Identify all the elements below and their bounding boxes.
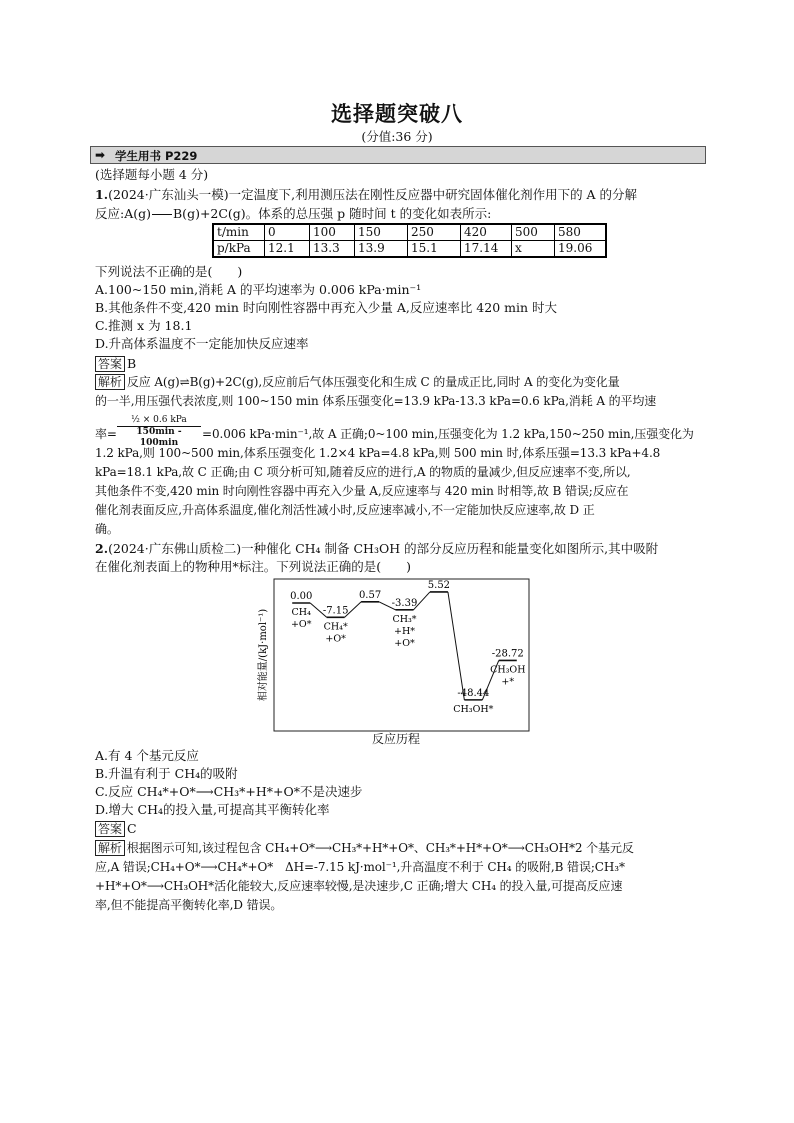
q2-answer-value: C [127, 821, 137, 836]
species-label: CH₃* [392, 613, 417, 625]
q2-option-a: A.有 4 个基元反应 [95, 748, 199, 763]
q1-analysis-line5: kPa=18.1 kPa,故 C 正确;由 C 项分析可知,随着反应的进行,A 的物质的量减少,但反应速率不变,所以, [95, 465, 631, 479]
q2-option-d: D.增大 CH₄的投入量,可提高其平衡转化率 [95, 802, 330, 817]
energy-value-label: -7.15 [322, 605, 349, 617]
page-title: 选择题突破八 [331, 102, 463, 126]
q1-analysis-line2: 的一半,用压强代表浓度,则 100~150 min 体系压强变化=13.9 kPa-13.3 kPa=0.6 kPa,消耗 A 的平均速 [95, 394, 657, 408]
rate-fraction [117, 415, 201, 449]
species-label: CH₄* [323, 621, 348, 633]
q2-option-b: B.升温有利于 CH₄的吸附 [95, 766, 238, 781]
q1-analysis-line4: 1.2 kPa,则 100~500 min,体系压强变化 1.2×4 kPa=4.8 kPa,则 500 min 时,体系压强=13.3 kPa+4.8 [95, 446, 661, 460]
answer-tag: 答案 [95, 821, 125, 837]
q2-option-c: C.反应 CH₄*+O*⟶CH₃*+H*+O*不是决速步 [95, 784, 363, 799]
q1-option-b: B.其他条件不变,420 min 时向刚性容器中再充入少量 A,反应速率比 420 min 时大 [95, 300, 557, 315]
section-note: (选择题每小题 4 分) [95, 167, 209, 182]
y-axis-label: 相对能量/(kJ·mol⁻¹) [258, 608, 269, 702]
table-cell: 19.06 [555, 241, 607, 258]
species-label: +* [501, 676, 515, 688]
energy-connector [448, 592, 464, 700]
q1-analysis-line7: 催化剂表面反应,升高体系温度,催化剂活性减小时,反应速率减小,不一定能加快反应速率,故 D 正 [95, 503, 595, 517]
species-label: +O* [394, 637, 415, 649]
chart-caption: 反应历程 [371, 732, 420, 746]
q2-analysis-line4: 率,但不能提高平衡转化率,D 错误。 [95, 898, 283, 912]
energy-value-label: -3.39 [391, 597, 418, 609]
species-label: +H* [394, 625, 415, 637]
q1-stem-text-2: 反应:A(g) [95, 206, 151, 221]
species-label: CH₃OH* [453, 703, 494, 715]
q1-analysis-line1 [95, 374, 620, 391]
q2-stem-line2: 在催化剂表面上的物种用*标注。下列说法正确的是( ) [95, 559, 412, 574]
pressure-table [212, 223, 607, 258]
q1-analysis-line6: 其他条件不变,420 min 时向刚性容器中再充入少量 A,反应速率与 420 min 时相等,故 B 错误;反应在 [95, 484, 629, 498]
q1-option-d: D.升高体系温度不一定能加快反应速率 [95, 336, 309, 351]
table-row [213, 224, 606, 241]
q1-stem-line2 [95, 205, 491, 222]
analysis-tag: 解析 [95, 374, 125, 390]
q1-option-a: A.100~150 min,消耗 A 的平均速率为 0.006 kPa·min⁻¹ [95, 282, 422, 297]
q1-analysis-line8: 确。 [95, 522, 119, 536]
table-header-cell: t/min [213, 224, 265, 241]
equilibrium-arrow-icon [152, 214, 172, 215]
q2-stem-text-1: (2024·广东佛山质检二)一种催化 CH₄ 制备 CH₃OH 的部分反应历程和能量变化如图所示,其中吸附 [108, 541, 659, 556]
q1-stem-text-3: B(g)+2C(g)。体系的总压强 p 随时间 t 的变化如表所示: [173, 206, 492, 221]
q2-number: 2. [95, 541, 109, 556]
species-label: +O* [325, 633, 346, 645]
q2-analysis-line1 [95, 840, 634, 857]
species-label: CH₃OH [490, 664, 526, 676]
section-bar [90, 146, 706, 164]
fraction-numerator: ½ × 0.6 kPa [117, 415, 201, 427]
table-cell: 0 [265, 224, 310, 241]
table-cell: 12.1 [265, 241, 310, 258]
table-cell: 13.3 [310, 241, 355, 258]
q1-stem-text-1: (2024·广东汕头一模)一定温度下,利用测压法在刚性反应器中研究固体催化剂作用下的 A 的分解 [108, 187, 638, 202]
q1-prompt: 下列说法不正确的是( ) [95, 264, 243, 279]
energy-value-label: 0.57 [358, 589, 382, 601]
answer-tag: 答案 [95, 356, 125, 372]
table-cell: 15.1 [408, 241, 461, 258]
species-label: CH₄ [291, 607, 311, 618]
energy-value-label: -48.44 [457, 687, 490, 699]
q2-stem-line1 [95, 540, 658, 557]
energy-value-label: 5.52 [427, 579, 451, 591]
arrow-icon: ➡ [95, 148, 106, 162]
table-cell: 150 [355, 224, 408, 241]
table-cell: 100 [310, 224, 355, 241]
table-cell: 500 [512, 224, 555, 241]
page-subtitle: (分值:36 分) [361, 129, 433, 144]
q1-option-c: C.推测 x 为 18.1 [95, 318, 193, 333]
q1-analysis-line3b: =0.006 kPa·min⁻¹,故 A 正确;0~100 min,压强变化为 1.2 kPa,150~250 min,压强变化为 [202, 427, 694, 441]
energy-profile-chart [256, 575, 536, 747]
table-cell: 250 [408, 224, 461, 241]
q2-analysis-text: 根据图示可知,该过程包含 CH₄+O*⟶CH₃*+H*+O*、CH₃*+H*+O*⟶CH₃OH*2 个基元反 [126, 841, 634, 855]
species-label: +O* [290, 619, 312, 630]
q1-number: 1. [95, 187, 109, 202]
q2-analysis-line3: +H*+O*⟶CH₃OH*活化能较大,反应速率较慢,是决速步,C 正确;增大 CH₄ 的投入量,可提高反应速 [95, 879, 623, 893]
q1-analysis-line3a: 率= [95, 427, 117, 441]
q2-analysis-line2: 应,A 错误;CH₄+O*⟶CH₄*+O* ΔH=-7.15 kJ·mol⁻¹,升高温度不利于 CH₄ 的吸附,B 错误;CH₃* [95, 860, 625, 874]
table-cell: 17.14 [461, 241, 512, 258]
q1-answer [95, 355, 136, 372]
table-cell: 580 [555, 224, 607, 241]
q1-answer-value: B [127, 356, 137, 371]
analysis-tag: 解析 [95, 840, 125, 856]
energy-value-label: -28.72 [491, 648, 524, 660]
table-cell: x [512, 241, 555, 258]
table-header-cell: p/kPa [213, 241, 265, 258]
energy-value-label: 0.00 [290, 591, 313, 602]
table-cell: 420 [461, 224, 512, 241]
q1-analysis-text: 反应 A(g)⇌B(g)+2C(g),反应前后气体压强变化和生成 C 的量成正比,同时 A 的变化为变化量 [126, 375, 620, 389]
table-cell: 13.9 [355, 241, 408, 258]
table-row [213, 241, 606, 258]
q1-stem-line1 [95, 186, 637, 203]
fraction-denominator: 150min - 100min [136, 427, 182, 448]
section-bar-label: 学生用书 P229 [115, 149, 198, 163]
q2-answer [95, 820, 137, 837]
